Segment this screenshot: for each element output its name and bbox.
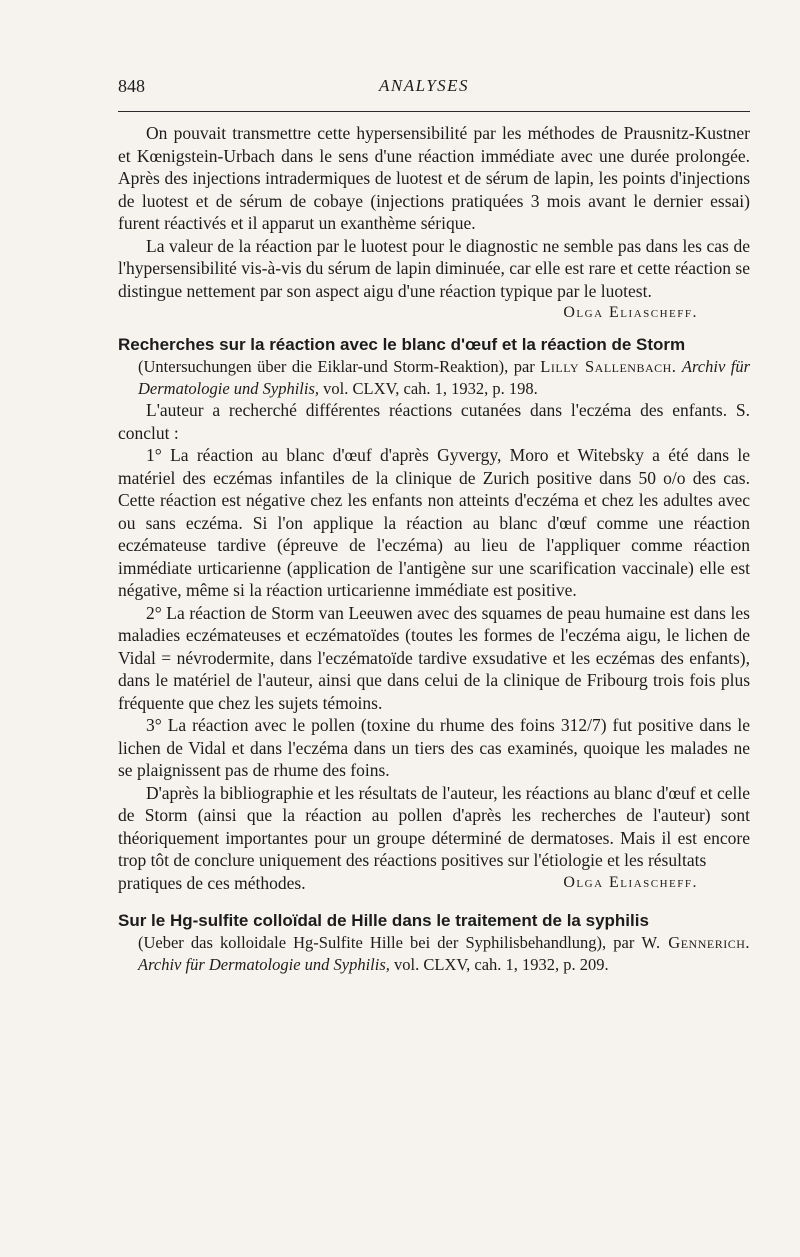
reference-author: W. Gennerich. [641, 933, 751, 952]
article-storm-reaction [118, 334, 750, 894]
closing-line [118, 872, 750, 895]
header-rule [118, 111, 750, 112]
article-title: Recherches sur la réaction avec le blanc d'œuf et la réaction de Storm [118, 335, 686, 354]
article-title: Sur le Hg-sulfite colloïdal de Hille dans le traitement de la syphilis [118, 911, 649, 930]
page-header [118, 76, 730, 104]
reference-volume: vol. CLXV, cah. 1, 1932, p. 209. [394, 954, 609, 974]
paragraph: On pouvait transmettre cette hypersensibilité par les méthodes de Prausnitz-Kustner et Kœnigstein-Urbach dans le sens d'une réaction immédiate avec une durée prolongée. Après des injections intradermiques de luotest et de sérum de lapin, les points d'injections de luotest et de sérum de cobaye (injections pratiquées 3 mois avant le dernier essai) furent réactivés et il apparut un exanthème sérique. [118, 123, 750, 233]
reference-original-title: (Ueber das kolloidale Hg-Sulfite Hille bei der Syphilisbehandlung), par [138, 933, 635, 952]
reference-volume: vol. CLXV, cah. 1, 1932, p. 198. [323, 378, 538, 398]
article-reference [118, 356, 750, 399]
page-content [118, 122, 750, 975]
closing-text: pratiques de ces méthodes. [118, 872, 306, 893]
paragraph: D'après la bibliographie et les résultats de l'auteur, les réactions au blanc d'œuf et celle de Storm (ainsi que la réaction au pollen d'après les recherches de l'auteur) sont théoriquement importantes pour un groupe déterminé de dermatoses. Mais il est encore trop tôt de conclure uniquement des réactions positives sur l'étiologie et les résultats [118, 782, 751, 870]
paragraph: La valeur de la réaction par le luotest pour le diagnostic ne semble pas dans les cas de l'hypersensibilité vis-à-vis du sérum de lapin diminuée, car elle est rare et cette réaction se distingue nettement par son aspect aigu d'une réaction typique par le luotest. [118, 235, 750, 301]
article-hg-sulfite [118, 910, 750, 975]
reference-original-title: (Untersuchungen über die Eiklar-und Storm-Reaktion), par [138, 357, 535, 376]
signature: Olga Eliascheff. [563, 873, 698, 891]
running-head: ANALYSES [378, 76, 470, 95]
signature: Olga Eliascheff. [563, 304, 698, 321]
previous-analysis-end [118, 122, 750, 324]
paragraph: L'auteur a recherché différentes réactions cutanées dans l'eczéma des enfants. S. conclut : [118, 400, 750, 443]
paragraph: 1° La réaction au blanc d'œuf d'après Gyvergy, Moro et Witebsky a été dans le matériel des eczémas infantiles de la clinique de Zurich positive dans 50 o/o des cas. Cette réaction est négative chez les enfants non atteints d'eczéma et chez les adultes avec ou sans eczéma. Si l'on applique la réaction au blanc d'œuf comme une réaction eczémateuse tardive (épreuve de l'eczéma) au lieu de l'appliquer comme réaction immédiate urticarienne (application de l'antigène sur une scarification vaccinale) elle est négative, même si la réaction urticarienne immédiate est positive. [118, 445, 750, 600]
page-number: 848 [118, 76, 145, 96]
article-reference [118, 932, 750, 975]
reference-journal: Archiv für Dermatologie und Syphilis, [138, 954, 390, 974]
paragraph: 2° La réaction de Storm van Leeuwen avec des squames de peau humaine est dans les maladies eczémateuses et eczématoïdes (toutes les formes de l'eczéma aigu, le lichen de Vidal = névrodermite, dans l'eczématoïde tardive exsudative et les eczémas des enfants), dans le matériel de l'auteur, ainsi que dans celui de la clinique de Fribourg trois fois plus fréquente que chez les sujets témoins. [118, 602, 750, 713]
reference-author: Lilly Sallenbach. [540, 357, 677, 376]
reference-journal: Archiv für Dermatologie und Syphilis, [138, 357, 751, 398]
paragraph: 3° La réaction avec le pollen (toxine du rhume des foins 312/7) fut positive dans le lichen de Vidal et dans l'eczéma dans un tiers des cas examinés, quoique les malades ne se plaignissent pas de rhume des foins. [118, 715, 750, 780]
